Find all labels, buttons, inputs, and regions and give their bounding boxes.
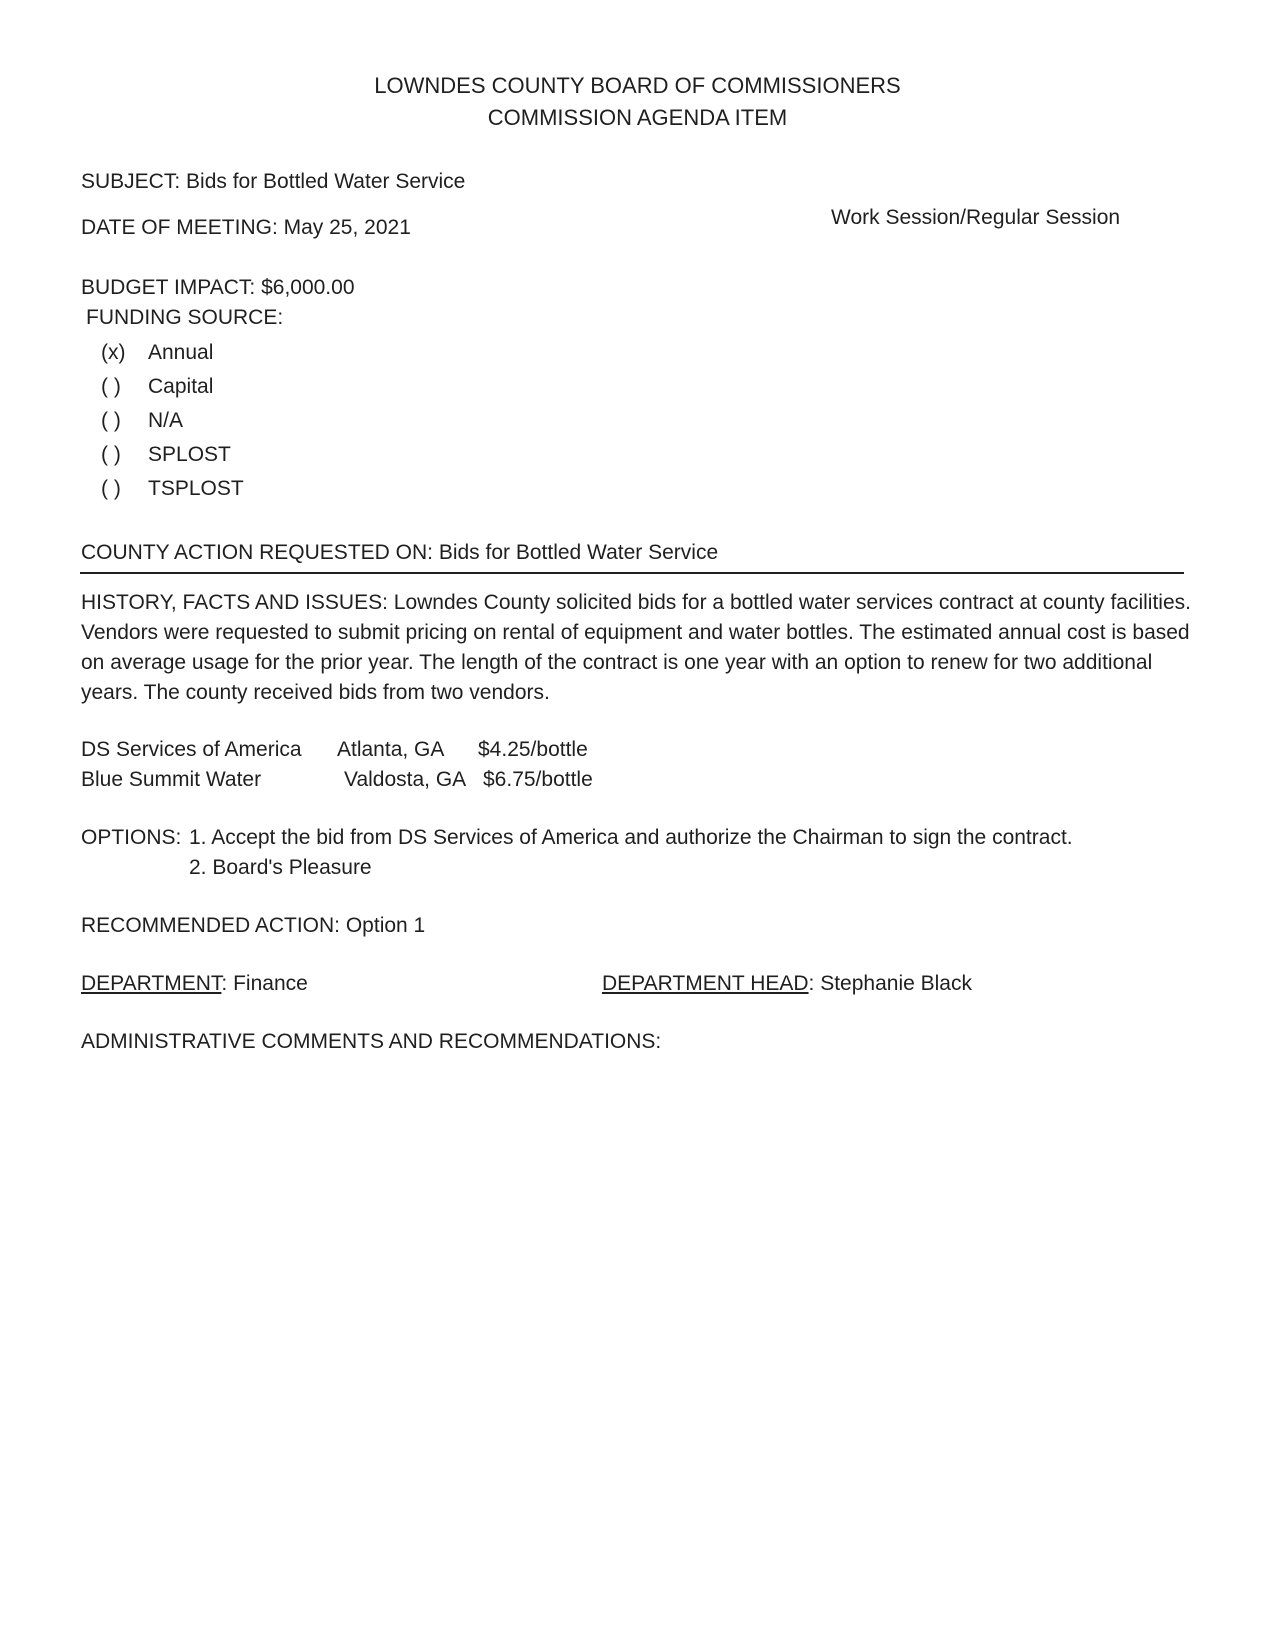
funding-option-label: TSPLOST — [148, 477, 244, 500]
funding-checkbox: ( ) — [101, 477, 121, 500]
department-label: DEPARTMENT — [81, 972, 222, 995]
department-head-label: DEPARTMENT HEAD — [602, 972, 809, 995]
funding-checkbox: (x) — [101, 341, 126, 364]
agenda-item-title: COMMISSION AGENDA ITEM — [487, 105, 788, 130]
subject-line: SUBJECT: Bids for Bottled Water Service — [81, 170, 466, 193]
section-divider — [80, 572, 1184, 574]
funding-checkbox: ( ) — [101, 409, 121, 432]
funding-option-label: Annual — [148, 341, 214, 364]
funding-source-label: FUNDING SOURCE: — [86, 306, 284, 329]
recommended-action: RECOMMENDED ACTION: Option 1 — [81, 914, 426, 937]
board-title: LOWNDES COUNTY BOARD OF COMMISSIONERS — [374, 73, 901, 98]
funding-option-label: N/A — [148, 409, 184, 432]
bid-location: Atlanta, GA — [337, 738, 445, 761]
bid-vendor: DS Services of America — [81, 738, 302, 761]
budget-impact: BUDGET IMPACT: $6,000.00 — [81, 276, 355, 299]
department-head — [602, 972, 972, 996]
history-facts-issues: HISTORY, FACTS AND ISSUES: Lowndes County solicited bids for a bottled water services contract at county facilities. Vendors were requested to submit pricing on rental of equipment and water bottles. The estimated annual cost is based on average usage for the prior year. The length of the contract is one year with an option to renew for two additional years. The county received bids from two vendors. — [81, 591, 1191, 704]
bid-location: Valdosta, GA — [344, 768, 467, 791]
option-item: 1. Accept the bid from DS Services of America and authorize the Chairman to sign the contract. — [189, 826, 1073, 849]
administrative-comments: ADMINISTRATIVE COMMENTS AND RECOMMENDATIONS: — [81, 1030, 662, 1053]
funding-checkbox: ( ) — [101, 375, 121, 398]
funding-checkbox: ( ) — [101, 443, 121, 466]
county-action-requested: COUNTY ACTION REQUESTED ON: Bids for Bottled Water Service — [81, 541, 719, 564]
department-value: : Finance — [221, 972, 308, 995]
department-head-value: : Stephanie Black — [808, 972, 972, 995]
bid-price: $6.75/bottle — [483, 768, 593, 791]
funding-option-label: Capital — [148, 375, 214, 398]
funding-option-label: SPLOST — [148, 443, 231, 466]
session-type: Work Session/Regular Session — [831, 206, 1121, 229]
options-label: OPTIONS: — [81, 826, 182, 849]
bid-vendor: Blue Summit Water — [81, 768, 262, 791]
option-item: 2. Board's Pleasure — [189, 856, 372, 879]
department — [81, 972, 308, 996]
bid-price: $4.25/bottle — [478, 738, 588, 761]
meeting-date: DATE OF MEETING: May 25, 2021 — [81, 216, 411, 239]
